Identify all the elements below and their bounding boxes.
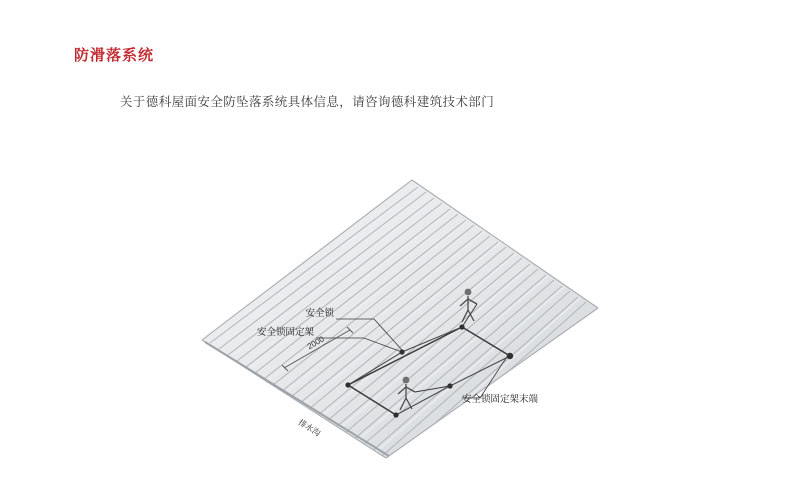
roof-system-figure	[150, 140, 650, 460]
page-title: 防滑落系统	[74, 47, 155, 64]
label-drain-gutter: 排水沟	[296, 417, 322, 439]
label-safety-lock: 安全锁	[305, 308, 334, 319]
label-safety-lock-bracket-end: 安全锁固定架末端	[462, 394, 539, 405]
label-dimension-2000: 2000	[305, 334, 326, 352]
label-safety-lock-bracket: 安全锁固定架	[256, 327, 314, 338]
page-subtitle: 关于德科屋面安全防坠落系统具体信息，请咨询德科建筑技术部门	[120, 95, 495, 109]
